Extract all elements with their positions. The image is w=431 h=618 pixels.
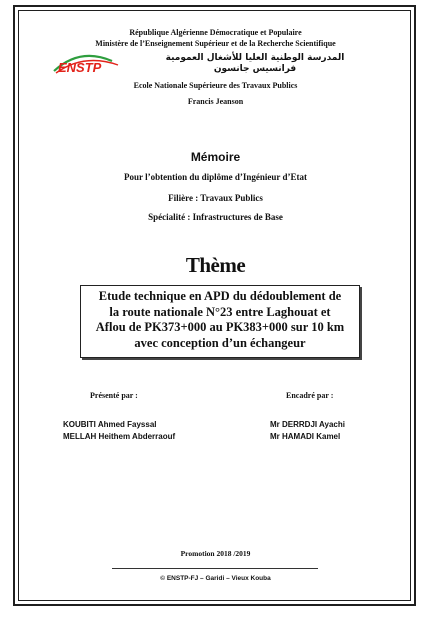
supervised-by-label: Encadré par : [286, 391, 334, 400]
document-type: Mémoire [190, 150, 241, 164]
arabic-line-2: فرانسيس جانسون [213, 64, 297, 74]
promotion-year: Promotion 2018 /2019 [180, 549, 251, 558]
theme-line: Aflou de PK373+000 au PK383+000 sur 10 km [95, 320, 345, 334]
theme-line: Etude technique en APD du dédoublement de [98, 289, 342, 303]
ministry-line: Ministère de l’Enseignement Supérieur et de la Recherche Scientifique [95, 39, 336, 48]
presented-by-label: Présenté par : [90, 391, 138, 400]
theme-heading: Thème [185, 253, 246, 277]
filiere-line: Filière : Travaux Publics [168, 193, 263, 203]
theme-line: la route nationale N°23 entre Laghouat et [109, 304, 331, 319]
enstp-logo [50, 51, 122, 77]
arabic-school-name [160, 53, 350, 75]
logo-text: ENSTP [58, 60, 102, 75]
diploma-purpose: Pour l’obtention du diplôme d’Ingénieur d’Etat [124, 172, 307, 182]
republic-line: République Algérienne Démocratique et Populaire [129, 28, 302, 37]
supervisor-name: Mr DERRDJI Ayachi [270, 420, 345, 429]
school-name: Ecole Nationale Supérieure des Travaux Publics [133, 81, 298, 90]
supervisor-name: Mr HAMADI Kamel [270, 432, 341, 441]
student-name: MELLAH Heithem Abderraouf [63, 432, 176, 441]
student-name: KOUBITI Ahmed Fayssal [63, 420, 157, 429]
theme-title-box [80, 285, 360, 358]
theme-line: avec conception d’un échangeur [134, 335, 306, 350]
school-subname: Francis Jeanson [187, 97, 244, 106]
arabic-line-1: المدرسة الوطنية العليا للأشغال العمومية [165, 53, 345, 63]
specialite-line: Spécialité : Infrastructures de Base [148, 212, 283, 222]
footer-copyright: © ENSTP-FJ – Garidi – Vieux Kouba [160, 575, 271, 582]
footer-divider [112, 568, 318, 569]
